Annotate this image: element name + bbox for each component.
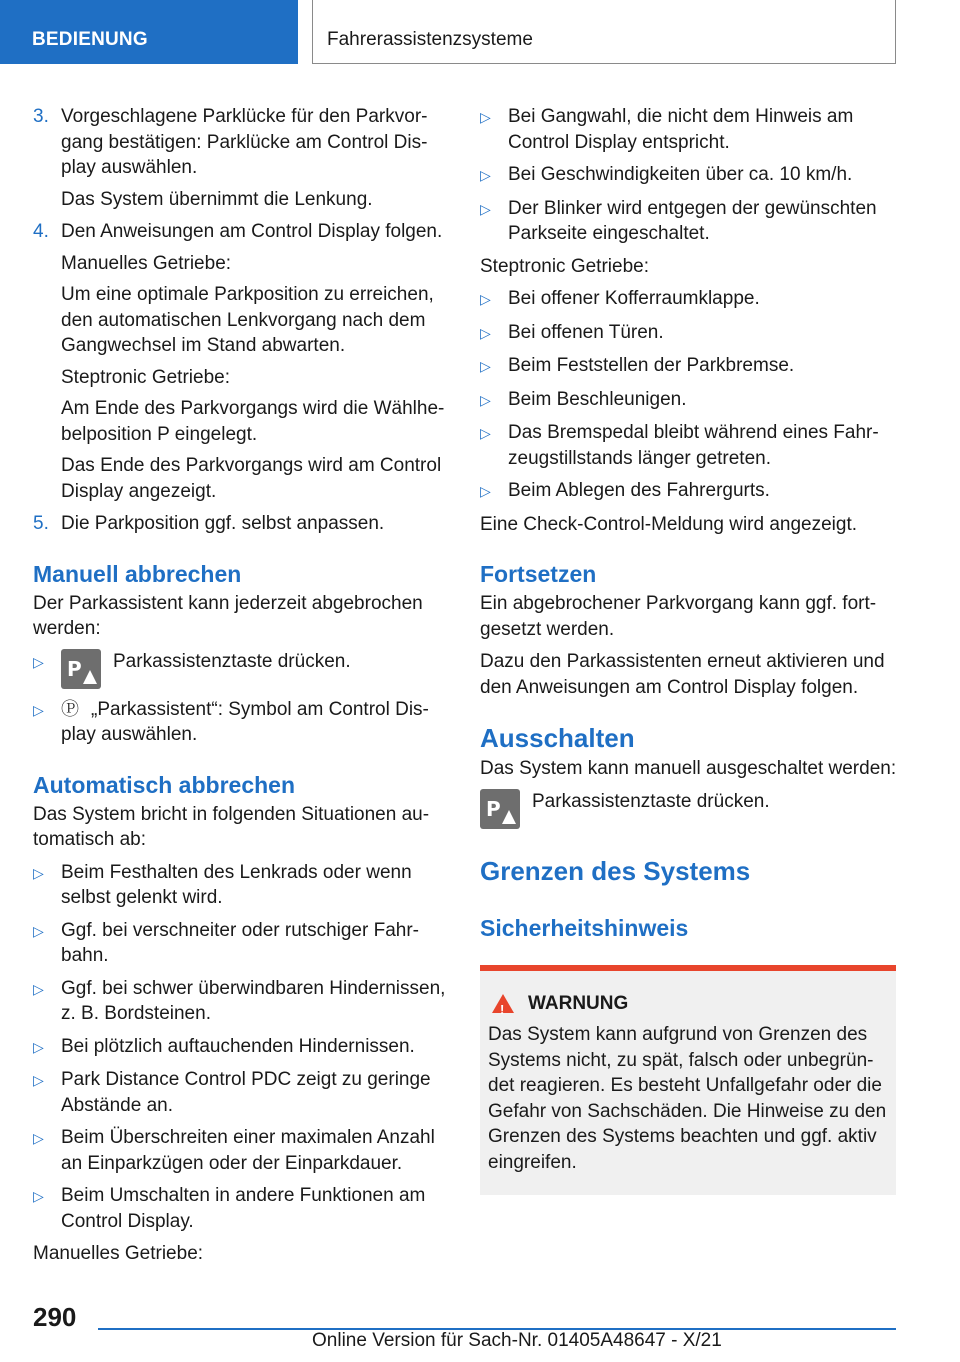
paragraph: Das System kann manuell ausgeschaltet werden:: [480, 758, 897, 779]
heading-sicherheitshinweis: Sicherheitshinweis: [480, 914, 689, 941]
heading-fortsetzen: Fortsetzen: [480, 561, 597, 587]
list-item: [33, 860, 447, 911]
triangle-right-icon: ▷: [33, 922, 44, 939]
step-number: 3.: [33, 106, 49, 127]
list-item: [33, 1183, 447, 1234]
triangle-right-icon: ▷: [33, 1130, 44, 1146]
list-item: [480, 162, 900, 189]
list-item: [33, 1034, 447, 1061]
paragraph: Das System bricht in folgenden Situationen automatisch ab:: [33, 803, 430, 850]
warning-triangle-icon: !: [492, 994, 514, 1013]
step-text: Das System übernimmt die Lenkung.: [61, 188, 373, 210]
list-item-text: Der Blinker wird entgegen der gewünschten Parkseite eingeschaltet.: [508, 197, 877, 244]
triangle-right-icon: ▷: [33, 980, 44, 997]
triangle-right-icon: ▷: [480, 200, 491, 217]
step-text: Am Ende des Parkvorgangs wird die Wählhebelposition P eingelegt.: [61, 398, 445, 445]
paragraph: Dazu den Parkassistenten erneut aktivieren und den Anweisungen am Control Display folgen.: [480, 651, 885, 698]
left-column: [33, 104, 447, 1274]
list-item-text: Ggf. bei verschneiter oder rutschiger Fahrbahn.: [61, 919, 419, 966]
step-number: 4.: [33, 221, 49, 242]
triangle-right-icon: ▷: [480, 391, 491, 408]
triangle-right-icon: ▷: [480, 109, 491, 125]
list-item: [480, 104, 900, 155]
heading-grenzen: Grenzen des Systems: [480, 855, 751, 886]
list-item-text: Bei offener Kofferraumklappe.: [508, 288, 760, 309]
step-text: Den Anweisungen am Control Display folgen.: [61, 221, 443, 242]
footer-text: Online Version für Sach-Nr. 01405A48647 - X/21: [312, 1330, 722, 1351]
triangle-right-icon: ▷: [33, 701, 44, 718]
step-3: [33, 104, 447, 212]
paragraph: Eine Check-Control-Meldung wird angezeigt.: [480, 513, 858, 535]
heading-automatisch-abbrechen: Automatisch abbrechen: [33, 771, 295, 798]
heading-manuell-abbrechen: Manuell abbrechen: [33, 560, 242, 587]
list-item: [33, 697, 447, 748]
right-column: [480, 104, 900, 1195]
page-number: 290: [33, 1302, 77, 1332]
triangle-right-icon: ▷: [33, 1188, 44, 1204]
triangle-right-icon: ▷: [33, 1072, 44, 1088]
triangle-right-icon: ▷: [33, 1038, 44, 1055]
triangle-right-icon: ▷: [480, 358, 491, 374]
triangle-right-icon: ▷: [480, 483, 491, 499]
list-item: [33, 976, 447, 1027]
warning-title: WARNUNG: [528, 992, 629, 1014]
paragraph: Ein abgebrochener Parkvorgang kann ggf. fortgesetzt werden.: [480, 593, 877, 640]
list-item-text: Ggf. bei schwer überwindbaren Hindernissen, z. B. Bordsteinen.: [61, 977, 446, 1024]
list-item: [480, 353, 900, 380]
step-number: 5.: [33, 513, 49, 534]
triangle-right-icon: ▷: [33, 653, 44, 670]
list-item-text: Beim Festhalten des Lenkrads oder wenn selbst gelenkt wird.: [61, 861, 412, 908]
icon-instruction: [480, 789, 900, 829]
step-text: Das Ende des Parkvorgangs wird am Control Display angezeigt.: [61, 455, 442, 502]
parking-assist-button-icon: P: [61, 649, 101, 689]
list-item-text: Parkassistenztaste drücken.: [113, 650, 351, 672]
step-text: Vorgeschlagene Parklücke für den Parkvorgang bestätigen: Parklücke am Control Display auswählen.: [61, 106, 428, 178]
list-item-text: Park Distance Control PDC zeigt zu geringe Abstände an.: [61, 1069, 431, 1116]
section-title: Fahrerassistenzsysteme: [312, 0, 896, 64]
chapter-tab: BEDIENUNG: [0, 0, 298, 64]
step-text: Um eine optimale Parkposition zu erreichen, den automatischen Lenkvorgang nach dem Gangwechsel im Stand abwarten.: [61, 284, 434, 356]
triangle-right-icon: ▷: [33, 864, 44, 881]
triangle-right-icon: ▷: [480, 291, 491, 307]
list-item: [480, 196, 900, 247]
list-item: [33, 1067, 447, 1118]
list-item: [480, 387, 900, 414]
list-item: [33, 918, 447, 969]
step-4: [33, 219, 447, 504]
list-item-text: Bei offenen Türen.: [508, 321, 664, 343]
step-text: Die Parkposition ggf. selbst anpassen.: [61, 513, 385, 534]
icon-instruction-text: Parkassistenztaste drücken.: [532, 790, 770, 812]
list-item: [33, 649, 447, 689]
parking-assistant-symbol-icon: Ⓟ: [61, 698, 79, 719]
list-item: [33, 1125, 447, 1176]
list-item-text: Beim Beschleunigen.: [508, 388, 687, 410]
list-item-text: Beim Ablegen des Fahrergurts.: [508, 480, 770, 501]
warning-text: Das System kann aufgrund von Grenzen des Systems nicht, zu spät, falsch oder unbegründet reagieren. Es besteht Unfallgefahr oder die Gefahr von Sachschäden. Die Hinweise zu den Grenzen des Systems beachten und ggf. aktiv eingreifen.: [488, 1024, 887, 1173]
list-item-text: Das Bremspedal bleibt während eines Fahrzeugstillstands länger getreten.: [508, 422, 879, 469]
step-text: Steptronic Getriebe:: [61, 366, 230, 388]
warning-box: [480, 965, 896, 1196]
list-item-text: Bei Geschwindigkeiten über ca. 10 km/h.: [508, 164, 853, 185]
list-item-text: „Parkassistent“: Symbol am Control Display auswählen.: [61, 698, 429, 745]
list-item-text: Beim Umschalten in andere Funktionen am Control Display.: [61, 1185, 426, 1232]
paragraph: Manuelles Getriebe:: [33, 1243, 204, 1264]
list-item-text: Beim Feststellen der Parkbremse.: [508, 355, 795, 376]
list-item-text: Bei Gangwahl, die nicht dem Hinweis am Control Display entspricht.: [508, 106, 854, 153]
triangle-right-icon: ▷: [480, 324, 491, 341]
list-item: [480, 320, 900, 347]
triangle-right-icon: ▷: [480, 167, 491, 183]
list-item-text: Bei plötzlich auftauchenden Hindernissen.: [61, 1035, 415, 1057]
heading-ausschalten: Ausschalten: [480, 723, 635, 753]
list-item: [480, 420, 900, 471]
list-item-text: Beim Überschreiten einer maximalen Anzahl an Einparkzügen oder der Einparkdauer.: [61, 1127, 435, 1174]
step-text: Manuelles Getriebe:: [61, 252, 232, 274]
triangle-right-icon: ▷: [480, 425, 491, 441]
list-item: [480, 286, 900, 313]
paragraph: Der Parkassistent kann jederzeit abgebrochen werden:: [33, 592, 423, 639]
parking-assist-button-icon: P: [480, 789, 520, 829]
step-5: [33, 511, 447, 537]
list-item: [480, 478, 900, 505]
paragraph: Steptronic Getriebe:: [480, 255, 649, 277]
